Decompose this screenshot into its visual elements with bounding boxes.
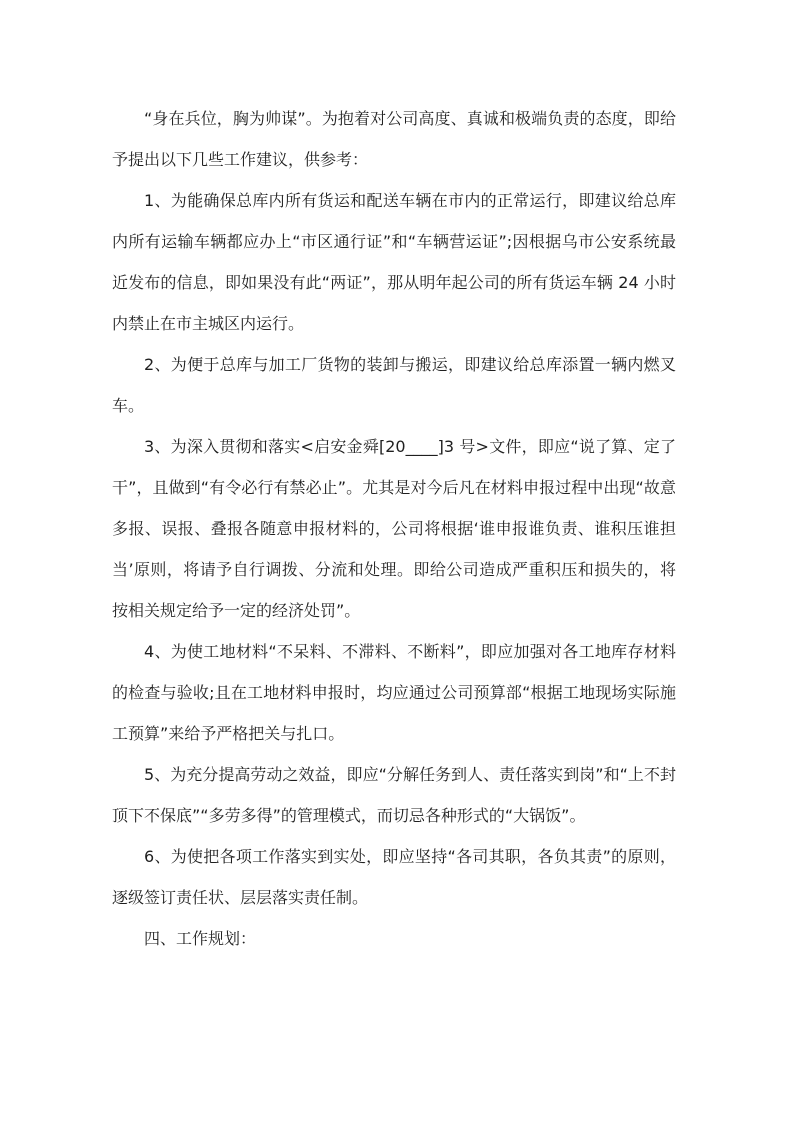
document-body <box>112 98 676 959</box>
paragraph-suggestion-6: 6、为使把各项工作落实到实处，即应坚持“各司其职，各负其责”的原则，逐级签订责任状、层层落实责任制。 <box>112 847 676 907</box>
section-heading-work-plan: 四、工作规划： <box>144 929 257 948</box>
paragraph-suggestion-3: 3、为深入贯彻和落实<启安金舜[20____]3 号>文件，即应“说了算、定了干”，且做到“有令必行有禁必止”。尤其是对今后凡在材料申报过程中出现“故意多报、误报、叠报各随意申报材料的，公司将根据‘谁申报谁负责、谁积压谁担当’原则，将请予自行调拨、分流和处理。即给公司造成严重积压和损失的，将按相关规定给予一定的经济处罚”。 <box>112 437 676 620</box>
paragraph-intro: “身在兵位，胸为帅谋”。为抱着对公司高度、真诚和极端负责的态度，即给予提出以下几些工作建议，供参考： <box>112 109 676 169</box>
paragraph-suggestion-2: 2、为便于总库与加工厂货物的装卸与搬运，即建议给总库添置一辆内燃叉车。 <box>112 355 676 415</box>
paragraph-suggestion-1: 1、为能确保总库内所有货运和配送车辆在市内的正常运行，即建议给总库内所有运输车辆都应办上“市区通行证”和“车辆营运证”;因根据乌市公安系统最近发布的信息，即如果没有此“两证”，那从明年起公司的所有货运车辆 24 小时内禁止在市主城区内运行。 <box>112 191 676 333</box>
paragraph-suggestion-5: 5、为充分提高劳动之效益，即应“分解任务到人、责任落实到岗”和“上不封顶下不保底”“多劳多得”的管理模式，而切忌各种形式的“大锅饭”。 <box>112 765 676 825</box>
paragraph-suggestion-4: 4、为使工地材料“不呆料、不滞料、不断料”，即应加强对各工地库存材料的检查与验收;且在工地材料申报时，均应通过公司预算部“根据工地现场实际施工预算”来给予严格把关与扎口。 <box>112 642 676 743</box>
